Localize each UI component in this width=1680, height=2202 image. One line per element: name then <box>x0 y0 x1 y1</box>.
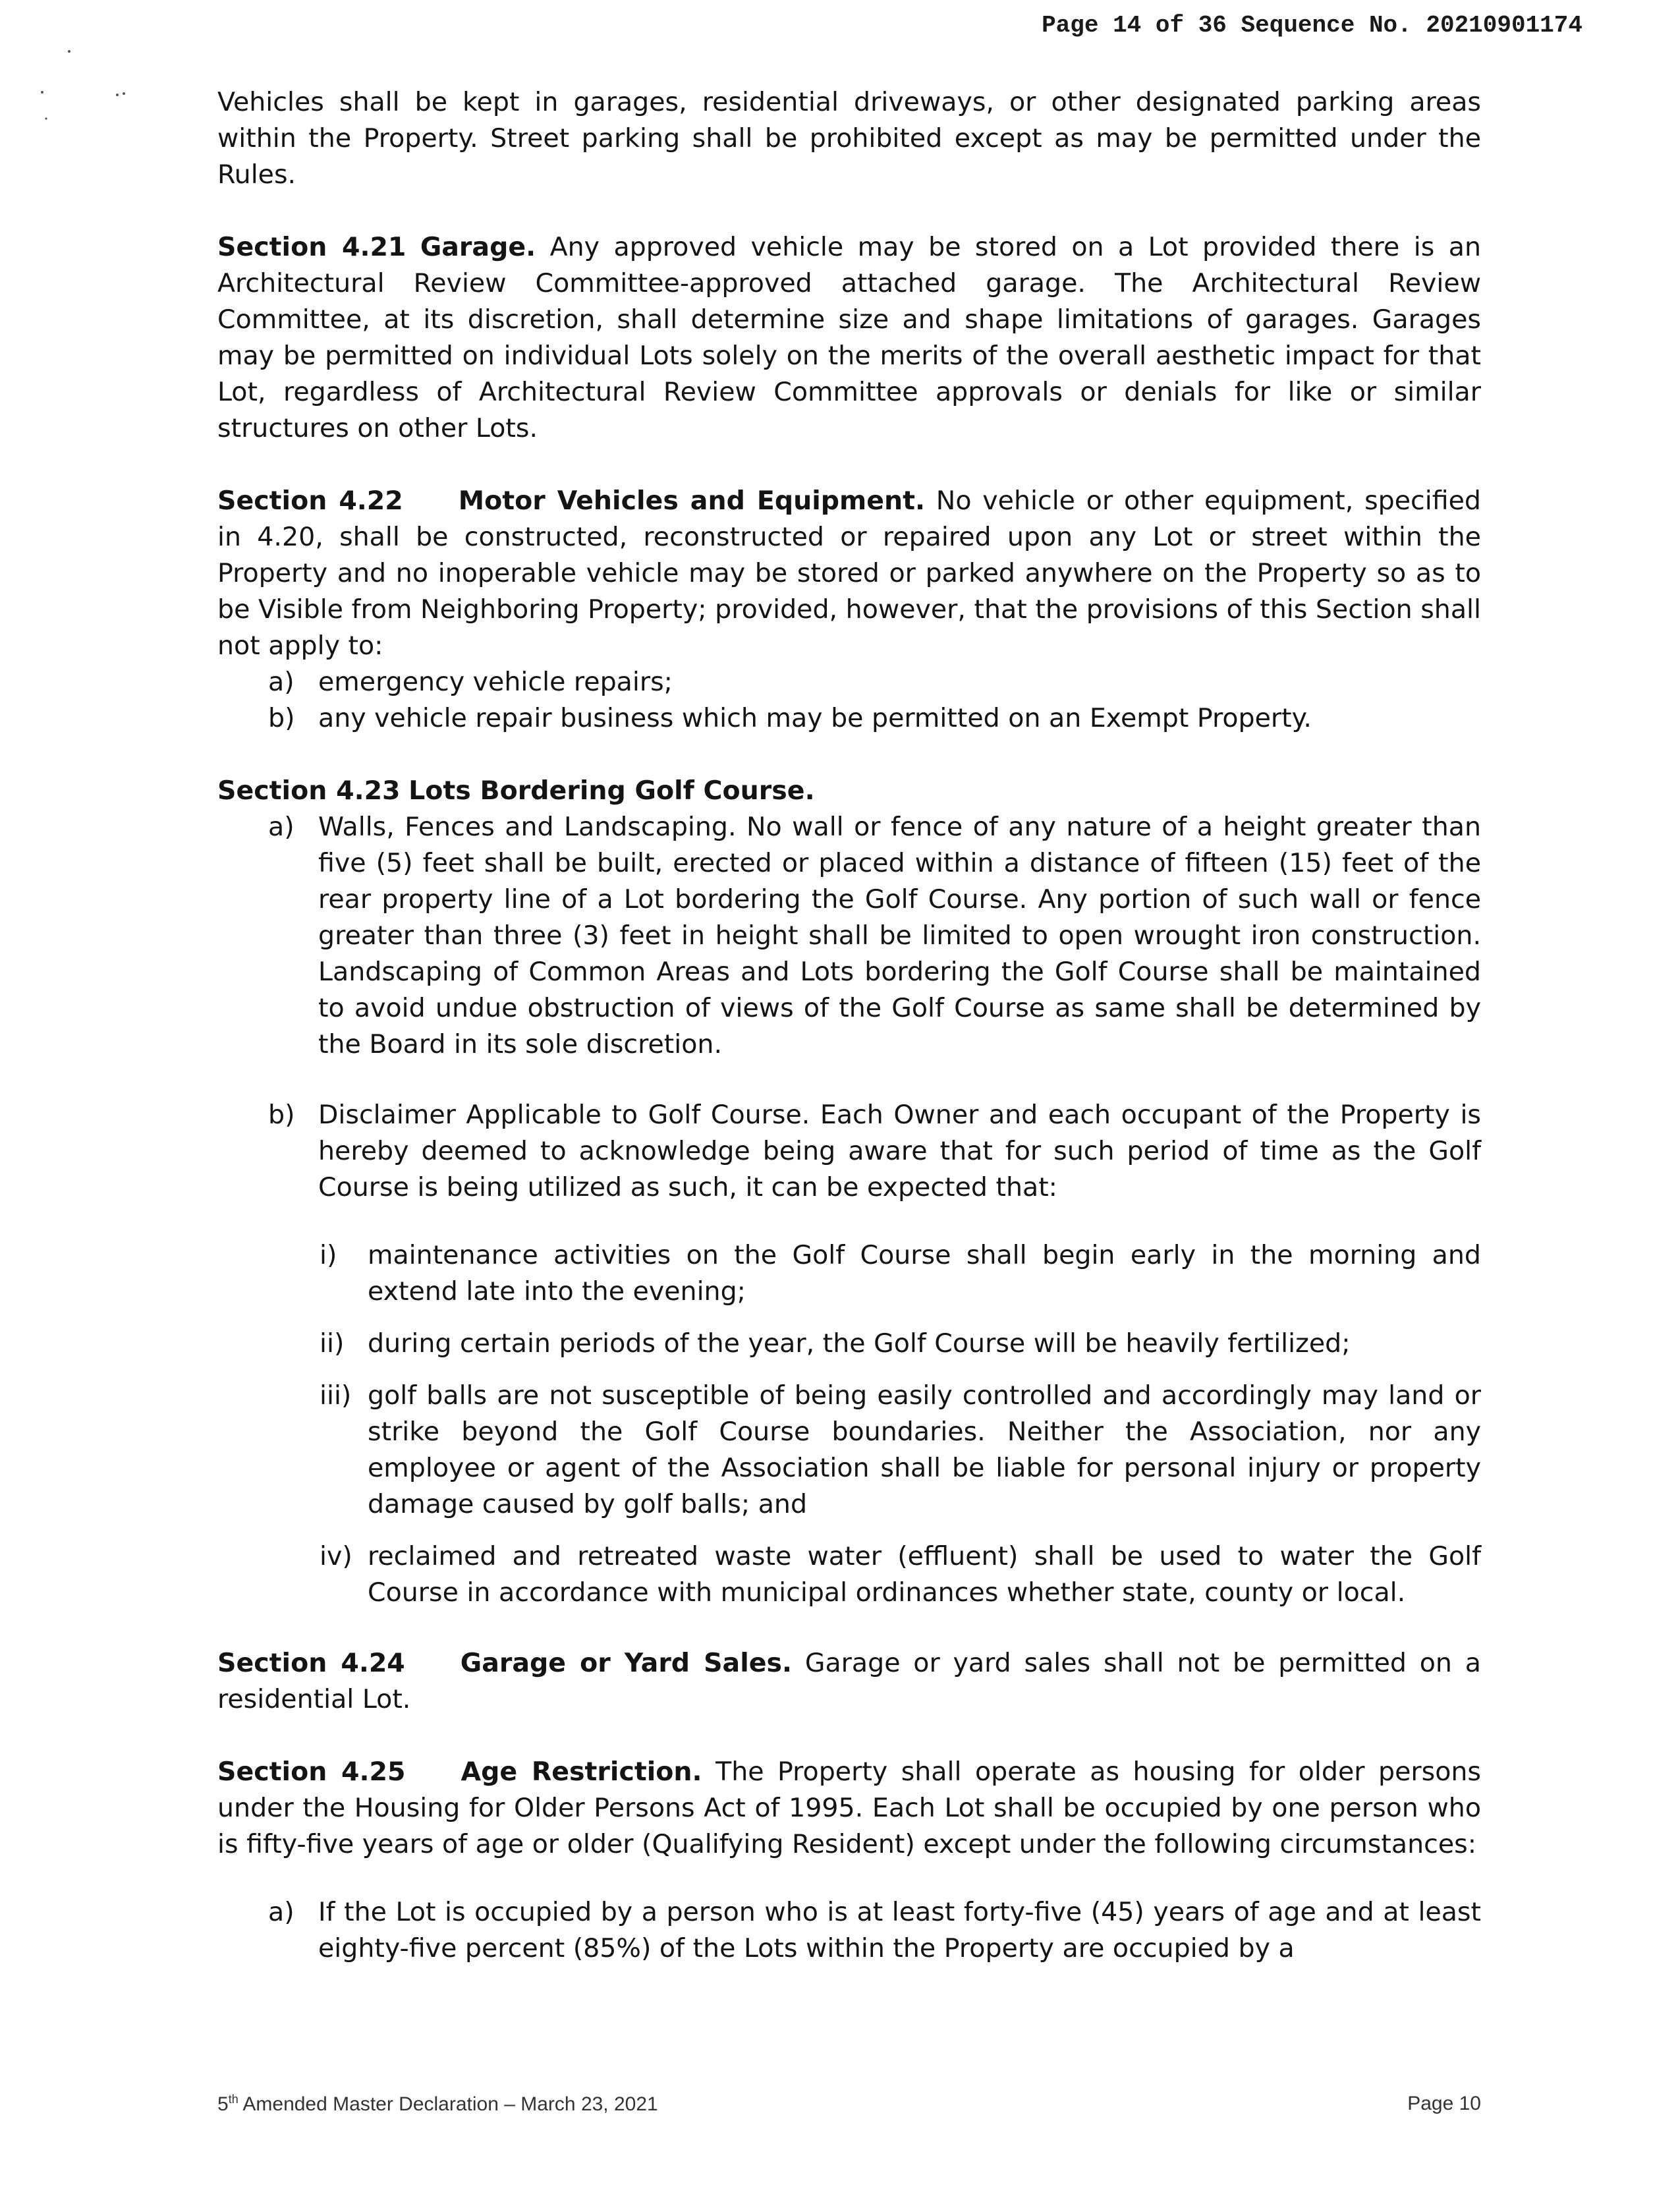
section-title: Garage or Yard Sales. <box>460 1648 793 1678</box>
disclaimer-sublist <box>217 1237 1481 1611</box>
intro-paragraph: Vehicles shall be kept in garages, residential driveways, or other designated parking areas within the Property. Street parking shall be prohibited except as may be permitted under the Rules. <box>217 87 1481 190</box>
section-4-24 <box>217 1645 1481 1718</box>
list-item: a) emergency vehicle repairs; <box>268 667 673 697</box>
section-title: Lots Bordering Golf Course. <box>408 776 815 806</box>
list-item: b) Disclaimer Applicable to Golf Course. Each Owner and each occupant of the Property is hereby deemed to acknowledge being aware that for such period of time as the Golf Course is being utilized as such, it can be expected that: i) maintenance activities on the Golf Course shall begin early in the morning and extend late into the evening; ii) during certain periods of the year, the Golf Course will be heavily fertilized; iii) golf balls are not susceptible of being easily controlled and accordingly may land or strike beyond the Golf Course boundaries. Neither the Association, nor any employee or agent of the Association shall be liable for personal injury or property damage caused by golf balls; and iv) reclaimed and retreated waste water (effluent) shall be used to water the Golf Course in accordance with municipal ordinances whether state, county or local. <box>217 1097 1481 1611</box>
section-title: Garage. <box>420 232 536 262</box>
sublist-item: iv) reclaimed and retreated waste water (effluent) shall be used to water the Golf Course in accordance with municipal ordinances whether state, county or local. <box>320 1541 1481 1608</box>
section-title: Motor Vehicles and Equipment. <box>458 486 925 516</box>
section-text: Any approved vehicle may be stored on a Lot provided there is an Architectural Review Committee-approved attached garage. The Architectural Review Committee, at its discretion, shall determine size and shape limitations of garages. Garages may be permitted on individual Lots solely on the merits of the overall aesthetic impact for that Lot, regardless of Architectural Review Committee approvals or denials for like or similar structures on other Lots. <box>217 232 1481 443</box>
section-4-23 <box>217 773 1481 1611</box>
exception-list <box>217 664 1481 737</box>
section-text: Garage or yard sales shall not be permitted on a residential Lot. <box>217 1648 1481 1714</box>
section-4-21 <box>217 229 1481 447</box>
section-number: Section 4.25 <box>217 1757 406 1787</box>
section-text: No vehicle or other equipment, specified in 4.20, shall be constructed, reconstructed or repaired upon any Lot or street within the Property and no inoperable vehicle may be stored or parked anywhere on the Property so as to be Visible from Neighboring Property; provided, however, that the provisions of this Section shall not apply to: <box>217 486 1481 661</box>
golf-course-list <box>217 809 1481 1611</box>
footer-document-title: 5th Amended Master Declaration – March 23, 2021 <box>217 2093 658 2115</box>
sublist-item: ii) during certain periods of the year, the Golf Course will be heavily fertilized; <box>320 1328 1351 1359</box>
section-number: Section 4.23 <box>217 776 401 806</box>
section-title: Age Restriction. <box>461 1757 702 1787</box>
section-4-22 <box>217 483 1481 737</box>
sublist-item: iii) golf balls are not susceptible of being easily controlled and accordingly may land or strike beyond the Golf Course boundaries. Neither the Association, nor any employee or agent of the Association shall be liable for personal injury or property damage caused by golf balls; and <box>320 1380 1481 1519</box>
age-exception-list <box>217 1894 1481 1967</box>
footer-page-number: Page 10 <box>1407 2093 1481 2114</box>
document-body <box>217 84 1481 1967</box>
section-text: The Property shall operate as housing for older persons under the Housing for Older Persons Act of 1995. Each Lot shall be occupied by one person who is fifty-five years of age or older (Qualifying Resident) except under the following circumstances: <box>217 1757 1482 1859</box>
sublist-item: i) maintenance activities on the Golf Course shall begin early in the morning and extend late into the evening; <box>320 1240 1481 1307</box>
section-number: Section 4.22 <box>217 486 403 516</box>
section-number: Section 4.21 <box>217 232 406 262</box>
list-item: a) Walls, Fences and Landscaping. No wall or fence of any nature of a height greater than five (5) feet shall be built, erected or placed within a distance of fifteen (15) feet of the rear property line of a Lot bordering the Golf Course. Any portion of such wall or fence greater than three (3) feet in height shall be limited to open wrought iron construction. Landscaping of Common Areas and Lots bordering the Golf Course shall be maintained to avoid undue obstruction of views of the Golf Course as same shall be determined by the Board in its sole discretion. <box>268 812 1481 1059</box>
list-item: b) any vehicle repair business which may be permitted on an Exempt Property. <box>268 703 1312 733</box>
section-4-25 <box>217 1754 1481 1967</box>
sequence-stamp: Page 14 of 36 Sequence No. 20210901174 <box>1042 12 1582 39</box>
scan-specks <box>33 46 152 138</box>
list-item: a) If the Lot is occupied by a person who is at least forty-five (45) years of age and at least eighty-five percent (85%) of the Lots within the Property are occupied by a <box>268 1897 1481 1963</box>
section-number: Section 4.24 <box>217 1648 405 1678</box>
